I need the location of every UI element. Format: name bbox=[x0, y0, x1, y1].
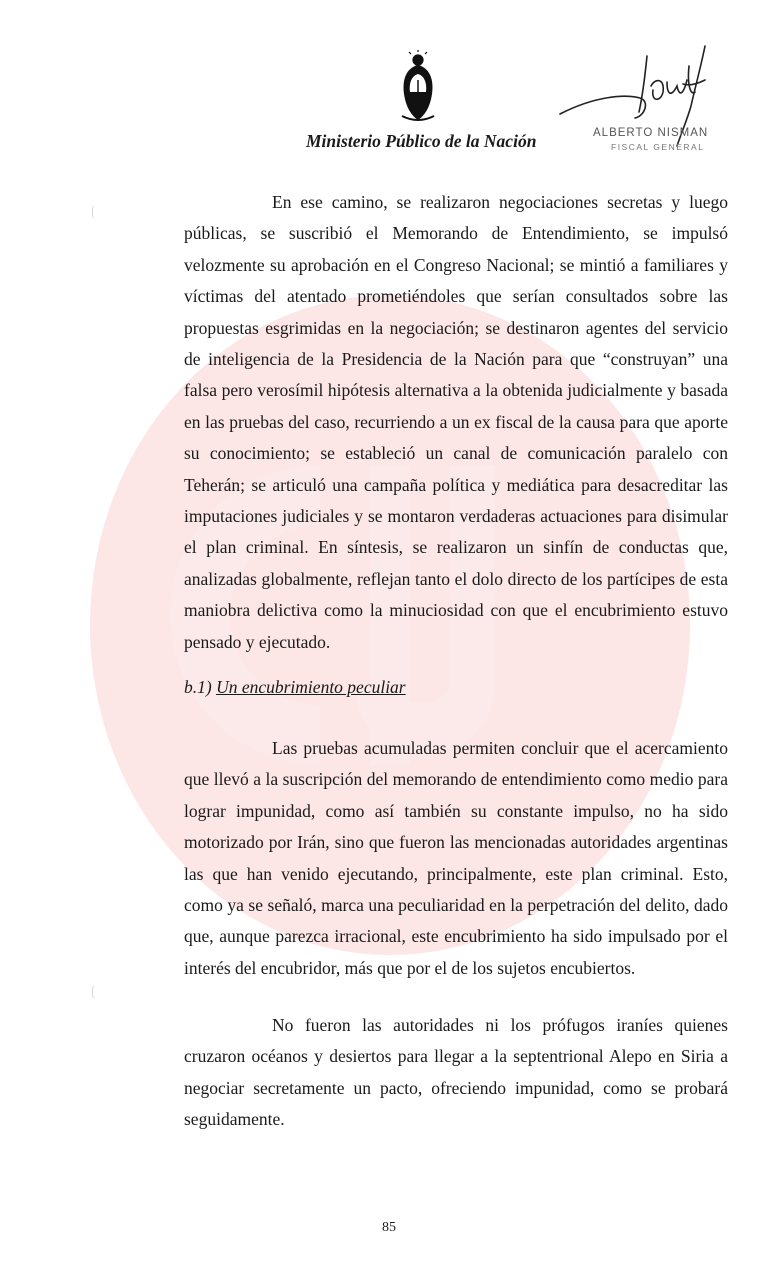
paragraph-1: En ese camino, se realizaron negociaciones secretas y luego públicas, se suscribió el Memorando de Entendimiento, se impulsó velozmente su aprobación en el Congreso Nacional; se mintió a familiares y víctimas del atentado prometiéndoles que serían consultados sobre las propuestas esgrimidas en la negociación; se destinaron agentes del servicio de inteligencia de la Presidencia de la Nación para que “construyan” una falsa pero verosímil hipótesis alternativa a la obtenida judicialmente y basada en las pruebas del caso, recurriendo a un ex fiscal de la causa para que aporte su conocimiento; se estableció un canal de comunicación paralelo con Teherán; se articuló una campaña política y mediática para desacreditar las imputaciones judiciales y se montaron verdaderas actuaciones para disimular el plan criminal. En síntesis, se realizaron un sinfín de conductas que, analizadas globalmente, reflejan tanto el dolo directo de los partícipes de esta maniobra delictiva como la minuciosidad con que el encubrimiento estuvo pensado y ejecutado. bbox=[184, 192, 728, 652]
section-title: Un encubrimiento peculiar bbox=[216, 677, 406, 697]
document-body bbox=[184, 187, 728, 658]
section-number: b.1) bbox=[184, 677, 212, 697]
signature-title-stamp: FISCAL GENERAL bbox=[611, 142, 705, 152]
paragraph-2: Las pruebas acumuladas permiten concluir que el acercamiento que llevó a la suscripción del memorando de entendimiento como medio para lograr impunidad, como así también su constante impulso, no ha sido motorizado por Irán, sino que fueron las mencionadas autoridades argentinas las que han venido ejecutando, principalmente, este plan criminal. Esto, como ya se señaló, marca una peculiaridad en la perpetración del delito, dado que, aunque parezca irracional, este encubrimiento ha sido impulsado por el interés del encubridor, más que por el de los sujetos encubiertos. bbox=[184, 738, 728, 978]
page-number: 85 bbox=[382, 1220, 396, 1235]
section-body bbox=[184, 733, 728, 984]
margin-mark bbox=[92, 205, 99, 219]
margin-mark bbox=[92, 985, 99, 999]
paragraph-3: No fueron las autoridades ni los prófugos iraníes quienes cruzaron océanos y desiertos para llegar a la septentrional Alepo en Siria a negociar secretamente un pacto, ofreciendo impunidad, como se probará seguidamente. bbox=[184, 1015, 728, 1130]
signature-name-stamp: ALBERTO NISMAN bbox=[593, 127, 709, 139]
signature-block bbox=[555, 36, 725, 166]
institution-name: Ministerio Público de la Nación bbox=[306, 131, 537, 151]
section-body-continued bbox=[184, 1010, 728, 1136]
coat-of-arms-emblem bbox=[398, 50, 438, 124]
section-heading bbox=[184, 677, 406, 698]
